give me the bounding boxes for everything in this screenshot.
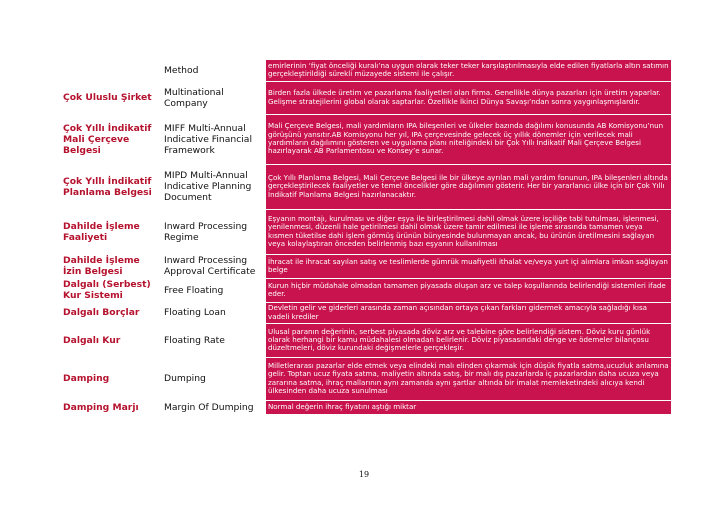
- english-term-cell: MIFF Multi-Annual Indicative Financial Framework: [162, 114, 266, 164]
- table-row: [61, 81, 671, 114]
- definition-cell: Devletin gelir ve giderleri arasında zaman açısından ortaya çıkan farkları gidermek amacıyla sağladığı kısa vadeli krediler: [266, 302, 671, 323]
- english-term-cell: Inward Processing Regime: [162, 209, 266, 254]
- definition-cell: İhracat ile ihracat sayılan satış ve teslimlerde gümrük muafiyetli ithalat ve/veya yurt içi alımlara imkan sağlayan belge: [266, 254, 671, 278]
- term-cell: Damping Marjı: [61, 400, 162, 414]
- english-term-cell: Inward Processing Approval Certificate: [162, 254, 266, 278]
- english-term-cell: Multinational Company: [162, 81, 266, 114]
- definition-cell: Çok Yıllı Planlama Belgesi, Mali Çerçeve Belgesi ile bir ülkeye ayrılan mali yardım fonunun, IPA bileşenleri altında gerçekleştirilecek faaliyetler ve temel öncelikler göre dağılımını gösterir. Her bir yararlanıcı ülke için bir Çok Yıllı İndikatif Planlama Belgesi hazırlanacaktır.: [266, 164, 671, 209]
- english-term-cell: Margin Of Dumping: [162, 400, 266, 414]
- term-cell: Dahilde İşleme İzin Belgesi: [61, 254, 162, 278]
- english-term-cell: Floating Rate: [162, 323, 266, 357]
- table-row: [61, 254, 671, 278]
- table-row: [61, 278, 671, 302]
- english-term-cell: Dumping: [162, 357, 266, 400]
- glossary-table: [61, 60, 671, 415]
- english-term-cell: Free Floating: [162, 278, 266, 302]
- english-term-cell: Floating Loan: [162, 302, 266, 323]
- term-cell: Damping: [61, 357, 162, 400]
- table-row: [61, 400, 671, 414]
- table-row: [61, 164, 671, 209]
- term-cell: Çok Yıllı İndikatif Planlama Belgesi: [61, 164, 162, 209]
- page-number: 19: [358, 470, 370, 479]
- table-row: [61, 357, 671, 400]
- term-cell: Çok Uluslu Şirket: [61, 81, 162, 114]
- english-term-cell: Method: [162, 60, 266, 81]
- term-cell: Dalgalı Kur: [61, 323, 162, 357]
- english-term-cell: MIPD Multi-Annual Indicative Planning Document: [162, 164, 266, 209]
- table-row: [61, 60, 671, 81]
- definition-cell: emirlerinin ‘fiyat önceliği kuralı’na uygun olarak teker teker karşılaştırılmasıyla elde edilen fiyatlarla altın satımın gerçekleştirildiği sürekli müzayede sistemi ile çalışır.: [266, 60, 671, 81]
- definition-cell: Mali Çerçeve Belgesi, mali yardımların IPA bileşenleri ve ülkeler bazında dağılımı konusunda AB Komisyonu’nun görüşünü yansıtır.AB Komisyonu her yıl, IPA çerçevesinde gelecek üç yıllık dönemler için verilecek mali yardımların dağılımını gösteren ve uygulama planı niteliğindeki bir Çok Yıllı İndikatif Mali Çerçeve Belgesi hazırlayarak AB Parlamentosu ve Konsey’e sunar.: [266, 114, 671, 164]
- term-cell: Dalgalı (Serbest) Kur Sistemi: [61, 278, 162, 302]
- table-row: [61, 114, 671, 164]
- table-row: [61, 323, 671, 357]
- definition-cell: Eşyanın montajı, kurulması ve diğer eşya ile birleştirilmesi dahil olmak üzere işçiliğe tabi tutulması, işlenmesi, yenilenmesi, düzenli hale getirilmesi dahil olmak üzere tamir edilmesi ile işleme sırasında tamamen veya kısmen tüketilse dahi işlem görmüş ürünün bünyesinde bulunmayan ancak, bu ürünün üretilmesini sağlayan veya kolaylaştıran önceden belirlenmiş bazı eşyanın kullanılması: [266, 209, 671, 254]
- definition-cell: Ulusal paranın değerinin, serbest piyasada döviz arz ve talebine göre belirlendiği sistem. Döviz kuru günlük olarak herhangi bir kamu müdahalesi olmadan belirlenir. Döviz piyasasındaki denge ve ödemeler bilançosu düzeltmeleri, döviz kurundaki değişmelerle gerçekleşir.: [266, 323, 671, 357]
- term-cell: Dalgalı Borçlar: [61, 302, 162, 323]
- table-row: [61, 209, 671, 254]
- definition-cell: Milletlerarası pazarlar elde etmek veya elindeki malı elinden çıkarmak için düşük fiyatla satma,ucuzluk anlamına gelir. Toptan ucuz fiyata satma, maliyetin altında satış, bir malı dış pazarlarda iç pazarlardan daha ucuza veya zararına satma, ihraç mallarının aynı zamanda aynı şartlar altında bir imalat memleketindeki alıcıya kendi ülkesinden daha ucuza sunulması: [266, 357, 671, 400]
- term-cell: Dahilde İşleme Faaliyeti: [61, 209, 162, 254]
- definition-cell: Normal değerin ihraç fiyatını aştığı miktar: [266, 400, 671, 414]
- table-row: [61, 302, 671, 323]
- definition-cell: Kurun hiçbir müdahale olmadan tamamen piyasada oluşan arz ve talep koşullarında belirlendiği sistemleri ifade eder.: [266, 278, 671, 302]
- term-cell: [61, 60, 162, 81]
- term-cell: Çok Yıllı İndikatif Mali Çerçeve Belgesi: [61, 114, 162, 164]
- definition-cell: Birden fazla ülkede üretim ve pazarlama faaliyetleri olan firma. Genellikle dünya pazarları için üretim yaparlar. Gelişme stratejilerini global olarak saptarlar. Özellikle İkinci Dünya Savaşı’ndan sonra yaygınlaşmışlardır.: [266, 81, 671, 114]
